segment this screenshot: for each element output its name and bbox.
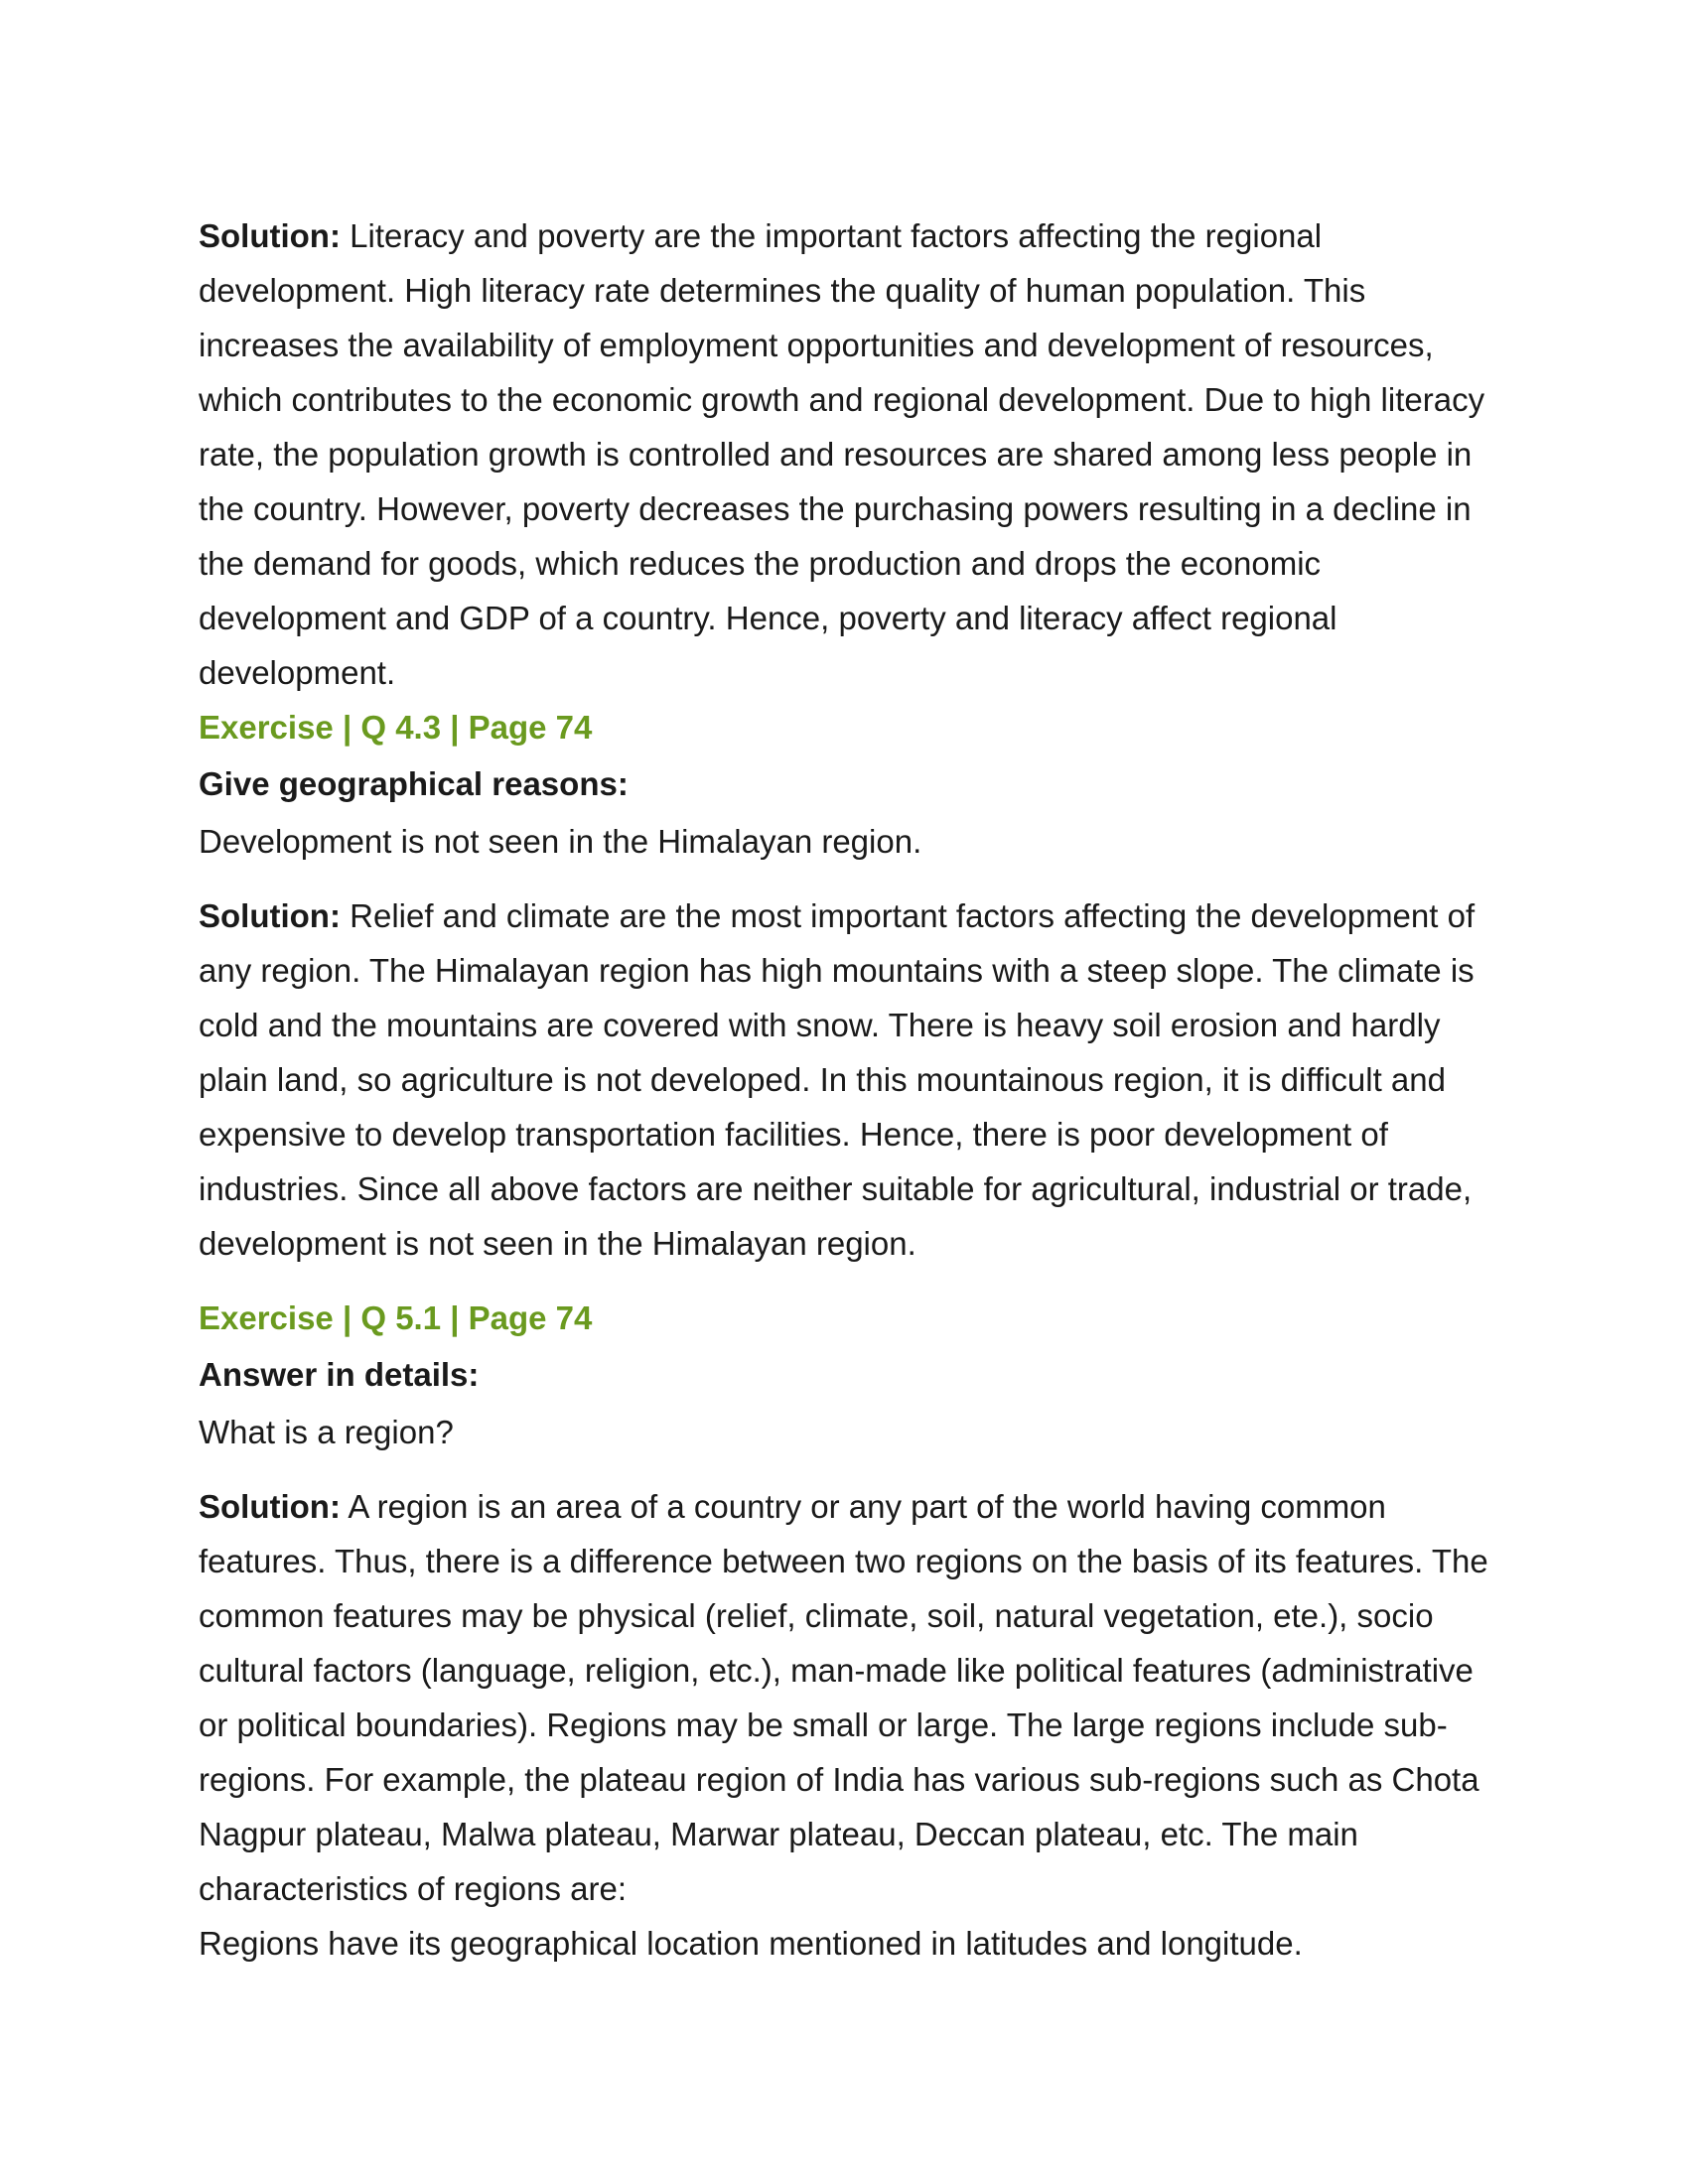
exercise-heading: Exercise | Q 4.3 | Page 74 <box>199 709 593 746</box>
solution-text: Relief and climate are the most important factors affecting the development of any region. The Himalayan region has high mountains with a steep slope. The climate is cold and the mountains are covered with snow. There is heavy soil erosion and hardly plain land, so agriculture is not developed. In this mountainous region, it is difficult and expensive to develop transportation facilities. Hence, there is poor development of industries. Since all above factors are neither suitable for agricultural, industrial or trade, development is not seen in the Himalayan region. <box>199 897 1476 1262</box>
solution-text: Literacy and poverty are the important factors affecting the regional development. High literacy rate determines the quality of human population. This increases the availability of employment opportunities and development of resources, which contributes to the economic growth and regional development. Due to high literacy rate, the population growth is controlled and resources are shared among less people in the country. However, poverty decreases the purchasing powers resulting in a decline in the demand for goods, which reduces the production and drops the economic development and GDP of a country. Hence, poverty and literacy affect regional development. <box>199 217 1485 691</box>
solution-paragraph <box>199 208 1489 700</box>
question-heading: Answer in details: <box>199 1356 480 1393</box>
exercise-heading: Exercise | Q 5.1 | Page 74 <box>199 1299 593 1336</box>
solution-paragraph <box>199 888 1489 1271</box>
characteristic-line: Regions have its geographical location mentioned in latitudes and longitude. <box>199 1925 1303 1962</box>
question-heading: Give geographical reasons: <box>199 765 629 802</box>
solution-label: Solution: <box>199 217 341 254</box>
solution-text: A region is an area of a country or any part of the world having common features. Thus, there is a difference between two regions on the basis of its features. The common features may be physical (relief, climate, soil, natural vegetation, ete.), socio cultural factors (language, religion, etc.), man-made like political features (administrative or political boundaries). Regions may be small or large. The large regions include sub-regions. For example, the plateau region of India has various sub-regions such as Chota Nagpur plateau, Malwa plateau, Marwar plateau, Deccan plateau, etc. The main characteristics of regions are: <box>199 1488 1488 1907</box>
solution-paragraph <box>199 1479 1489 1916</box>
question-text: Development is not seen in the Himalayan region. <box>199 823 922 860</box>
solution-label: Solution: <box>199 1488 341 1525</box>
solution-label: Solution: <box>199 897 341 934</box>
question-text: What is a region? <box>199 1414 454 1450</box>
document-page <box>199 208 1489 1971</box>
